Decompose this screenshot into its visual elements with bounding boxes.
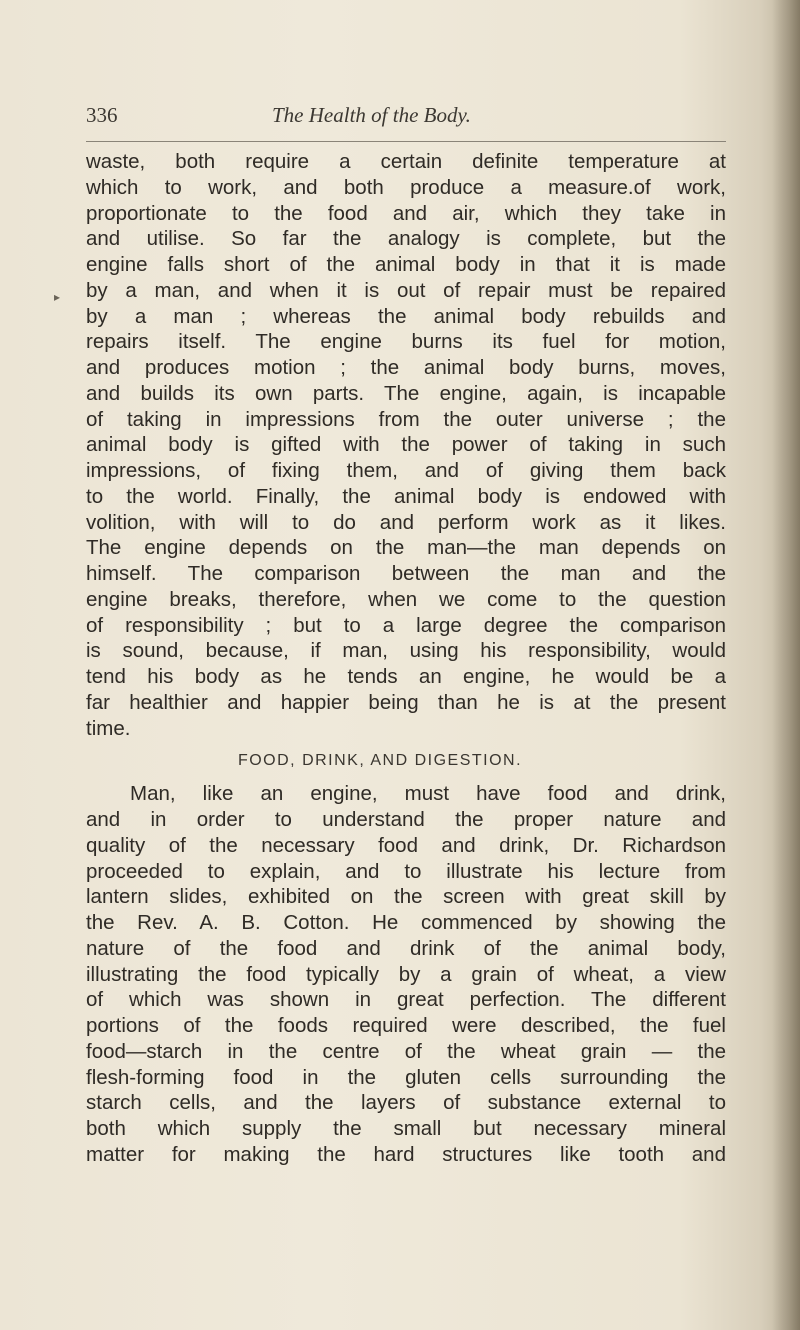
text-line: and produces motion ; the animal body burns, moves, (86, 356, 726, 379)
text-line: matter for making the hard structures like tooth and (86, 1142, 726, 1166)
text-line: and in order to understand the proper nature and (86, 808, 726, 831)
text-line: engine breaks, therefore, when we come to the question (86, 587, 726, 611)
text-line: which to work, and both produce a measure.of work, (86, 175, 726, 199)
text-line: is sound, because, if man, using his responsibility, would (86, 639, 726, 663)
text-line: engine falls short of the animal body in that it is made (86, 253, 726, 276)
section-heading (86, 741, 726, 781)
text-line: proportionate to the food and air, which they take in (86, 201, 726, 225)
margin-mark-icon: ▸ (54, 290, 61, 304)
text-line: himself. The comparison between the man and the (86, 562, 726, 585)
text-line: of which was shown in great perfection. The different (86, 988, 726, 1012)
text-line: illustrating the food typically by a grain of wheat, a view (86, 962, 726, 986)
header-rule (86, 141, 726, 142)
text-line: volition, with will to do and perform work as it likes. (86, 510, 726, 534)
text-line: portions of the foods required were described, the fuel (86, 1014, 726, 1037)
page-header (86, 103, 726, 137)
text-line: far healthier and happier being than he is at the present (86, 690, 726, 714)
text-line: quality of the necessary food and drink, Dr. Richardson (86, 833, 726, 857)
text-line: the Rev. A. B. Cotton. He commenced by showing the (86, 911, 726, 934)
text-line: food—starch in the centre of the wheat grain — the (86, 1039, 726, 1063)
text-line: to the world. Finally, the animal body is endowed with (86, 484, 726, 508)
text-line: of responsibility ; but to a large degree the comparison (86, 613, 726, 637)
text-line: both which supply the small but necessary mineral (86, 1117, 726, 1140)
text-line: impressions, of fixing them, and of giving them back (86, 459, 726, 482)
text-line: flesh-forming food in the gluten cells surrounding the (86, 1065, 726, 1089)
text-line: by a man, and when it is out of repair must be repaired (86, 278, 726, 302)
body-text (86, 149, 726, 1168)
text-line: starch cells, and the layers of substance external to (86, 1091, 726, 1115)
running-title: The Health of the Body. (272, 103, 471, 127)
text-line: proceeded to explain, and to illustrate his lecture from (86, 859, 726, 883)
page-edge-shadow (772, 0, 800, 1330)
text-line: and utilise. So far the analogy is complete, but the (86, 227, 726, 251)
page-number: 336 (86, 103, 118, 127)
text-line: by a man ; whereas the animal body rebuilds and (86, 304, 726, 328)
text-line: animal body is gifted with the power of taking in such (86, 433, 726, 457)
text-line: Man, like an engine, must have food and drink, (130, 782, 726, 806)
text-line: and builds its own parts. The engine, again, is incapable (86, 381, 726, 405)
paragraph-2 (86, 781, 726, 1167)
section-heading-text: FOOD, DRINK, AND DIGESTION. (237, 752, 523, 770)
text-line: The engine depends on the man—the man depends on (86, 536, 726, 560)
text-line: of taking in impressions from the outer universe ; the (86, 407, 726, 431)
text-line: time. (86, 716, 131, 740)
text-line: lantern slides, exhibited on the screen with great skill by (86, 885, 726, 909)
text-line: tend his body as he tends an engine, he would be a (86, 665, 726, 688)
text-line: waste, both require a certain definite temperature at (86, 150, 726, 173)
paragraph-1 (86, 149, 726, 741)
text-line: nature of the food and drink of the animal body, (86, 936, 726, 960)
text-line: repairs itself. The engine burns its fuel for motion, (86, 330, 726, 354)
